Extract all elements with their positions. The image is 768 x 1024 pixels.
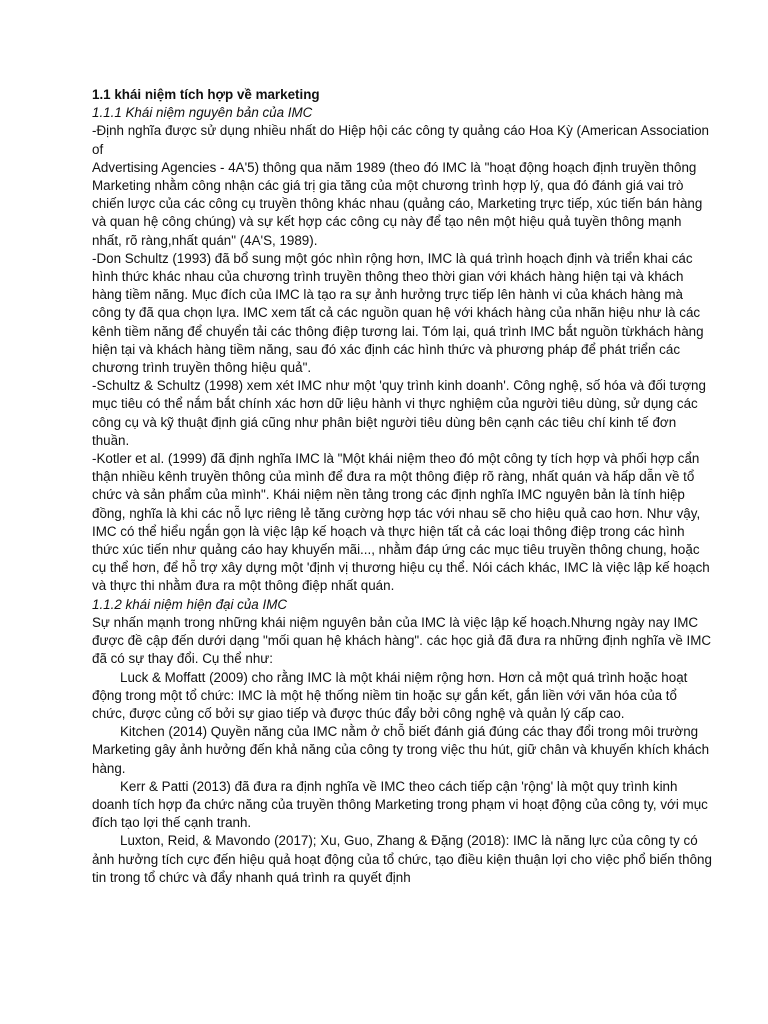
- section-2-paragraph-2: Luck & Moffatt (2009) cho rằng IMC là một khái niệm rộng hơn. Hơn cả một quá trình hoặc hoạt động trong một tổ chức: IMC là một hệ thống niềm tin hoặc sự gắn kết, gắn liền với văn hóa của tổ chức, được củng cố bởi sự giao tiếp và được thúc đẩy bởi công nghệ và quản lý cấp cao.: [92, 669, 688, 721]
- section-2-subheading: 1.1.2 khái niệm hiện đại của IMC: [92, 596, 288, 612]
- section-2-paragraph-4: Kerr & Patti (2013) đã đưa ra định nghĩa về IMC theo cách tiếp cận 'rộng' là một quy trình kinh doanh tích hợp đa chức năng của truyền thông Marketing trong phạm vi hoạt động của công ty, với mục đích tạo lợi thế cạnh tranh.: [92, 778, 708, 831]
- section-1-subheading: 1.1.1 Khái niệm nguyên bản của IMC: [92, 105, 313, 121]
- section-1-paragraph-2: Advertising Agencies - 4A'5) thông qua năm 1989 (theo đó IMC là "hoạt động hoạch định truyền thông Marketing nhằm công nhận các giá trị gia tăng của một chương trình hợp lý, qua đó đánh giá vai trò chiến lược của các công cụ truyền thông khác nhau (quảng cáo, Marketing trực tiếp, xúc tiến bán hàng và quan hệ công chúng) và sự kết hợp các công cụ này để tạo nên một hiệu quả tuyền thông mạnh nhất, rõ ràng,nhất quán" (4A'S, 1989).: [92, 159, 703, 248]
- section-1-paragraph-3: -Don Schultz (1993) đã bổ sung một góc nhìn rộng hơn, IMC là quá trình hoạch định và triển khai các hình thức khác nhau của chương trình truyền thông theo thời gian với khách hàng hiện tại và khách hàng tiềm năng. Mục đích của IMC là tạo ra sự ảnh hưởng trực tiếp lên hành vi của khách hàng mà công ty đã qua chọn lựa. IMC xem tất cả các nguồn quan hệ với khách hàng của nhãn hiệu như là các kênh tiềm năng để chuyển tải các thông điệp tương lai. Tóm lại, quá trình IMC bắt nguồn từkhách hàng hiện tại và khách hàng tiềm năng, sau đó xác định các hình thức và phương pháp để phát triển các chương trình truyền thông hiệu quả".: [92, 250, 704, 376]
- section-1-paragraph-1: -Định nghĩa được sử dụng nhiều nhất do Hiệp hội các công ty quảng cáo Hoa Kỳ (American Association of: [92, 123, 710, 157]
- document-page: [92, 86, 714, 887]
- section-2-paragraph-1: Sự nhấn mạnh trong những khái niệm nguyên bản của IMC là việc lập kế hoạch.Nhưng ngày nay IMC được đề cập đến dưới dạng "mối quan hệ khách hàng". các học giả đã đưa ra những định nghĩa về IMC đã có sự thay đổi. Cụ thể như:: [92, 614, 712, 667]
- section-2-paragraph-5: Luxton, Reid, & Mavondo (2017); Xu, Guo, Zhang & Đặng (2018): IMC là năng lực của công ty có ảnh hưởng tích cực đến hiệu quả hoạt động của tổ chức, tạo điều kiện thuận lợi cho việc phổ biến thông tin trong tổ chức và đẩy nhanh quá trình ra quyết định: [92, 833, 712, 885]
- section-1-paragraph-5: -Kotler et al. (1999) đã định nghĩa IMC là "Một khái niệm theo đó một công ty tích hợp và phối hợp cẩn thận nhiều kênh truyền thông của mình để đưa ra một thông điệp rõ ràng, nhất quán và hấp dẫn về tổ chức và sản phẩm của mình". Khái niệm nền tảng trong các định nghĩa IMC nguyên bản là tính hiệp đồng, nghĩa là khi các nỗ lực riêng lẻ tăng cường hợp tác với nhau sẽ cho hiệu quả cao hơn. Như vậy, IMC có thể hiểu ngắn gọn là việc lập kế hoạch và thực hiện tất cả các loại thông điệp trong các hình thức xúc tiến như quảng cáo hay khuyến mãi..., nhằm đáp ứng các mục tiêu truyền thông chung, hoặc cụ thể hơn, để hỗ trợ xây dựng một 'định vị thương hiệu cụ thể. Nói cách khác, IMC là việc lập kế hoạch và thực thi nhằm đưa ra một thông điệp nhất quán.: [92, 451, 710, 594]
- section-1-paragraph-4: -Schultz & Schultz (1998) xem xét IMC như một 'quy trình kinh doanh'. Công nghệ, số hóa và đối tượng mục tiêu có thể nắm bắt chính xác hơn dữ liệu hành vi thực nghiệm của người tiêu dùng, sử dụng các công cụ và kỹ thuật định giá cũng như phân biệt người tiêu dùng bên cạnh các tiêu chí kinh tế đơn thuần.: [92, 378, 706, 448]
- section-2-paragraph-3: Kitchen (2014) Quyền năng của IMC nằm ở chỗ biết đánh giá đúng các thay đổi trong môi trường Marketing gây ảnh hưởng đến khả năng của công ty trong việc thu hút, giữ chân và khuyến khích khách hàng.: [92, 724, 710, 776]
- main-heading: 1.1 khái niệm tích hợp về marketing: [92, 87, 320, 102]
